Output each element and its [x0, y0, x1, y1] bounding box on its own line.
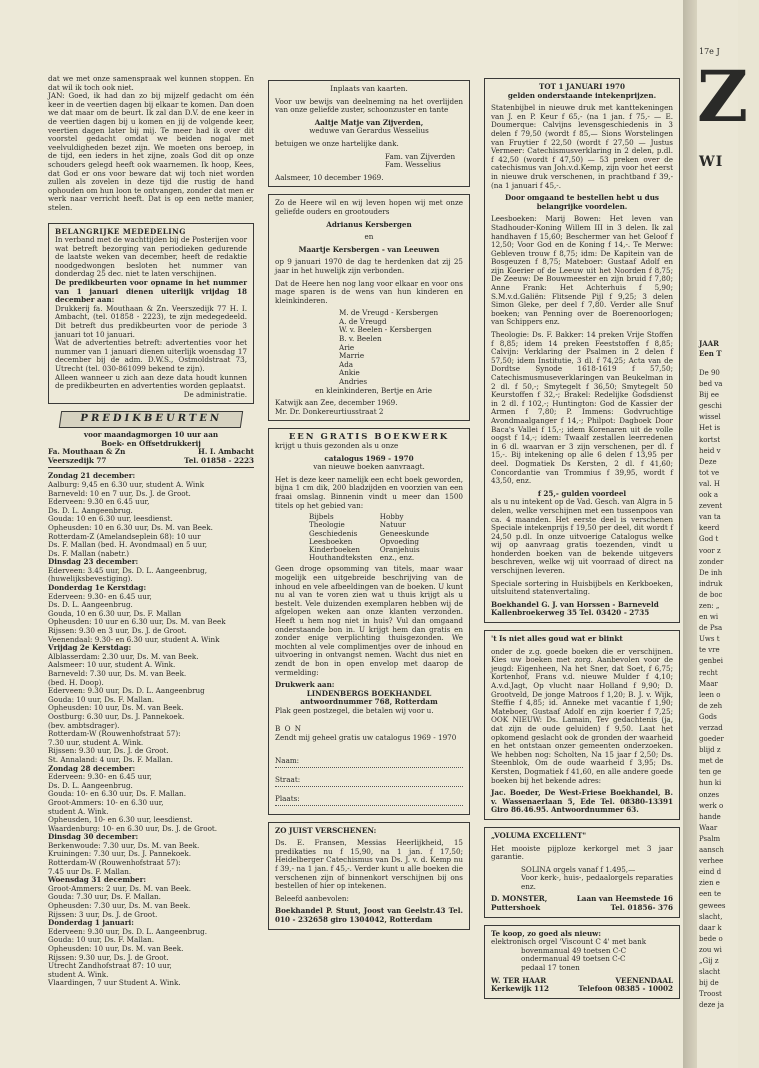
schedule-line: Rijssen: 3 uur, Ds. J. de Groot. [48, 909, 158, 919]
schedule-line: Rotterdam-W (Rouwenhofstraat 57): [48, 729, 181, 739]
gratis-shop2: antwoordnummer 768, Rotterdam [300, 697, 438, 707]
category-item: enz., enz. [379, 553, 415, 563]
schedule-line: Opheusden: 10 uur en 6.30 uur, Ds. M. van Beek [48, 617, 226, 627]
page2-line: zonder [699, 557, 724, 566]
mededeling-text: Alleen wanneer u zich aan deze data houdt kunnen de predikbeurten en advertenties worden geplaatst. [55, 372, 247, 391]
category-item: Leesboeken [309, 536, 353, 546]
page2-line: zevent [699, 502, 723, 511]
page2-line: voor z [699, 546, 721, 555]
page2-line: Gods [699, 712, 717, 721]
schedule-line: 7.30 uur, student A. Wink. [48, 737, 144, 747]
bon-title: B O N [275, 724, 303, 734]
schedule-line: Opheusden: 10 uur, Ds. M. van Beek. [48, 703, 184, 713]
gold-shop: Jac. Boeder, De West-Friese Boekhandel, B. v. Wassenaerlaan 5, Ede Tel. 08380-13391 Giro 86.46.95. Antwoordnummer 63. [491, 788, 673, 815]
schedule-line: Ds. F. Mallan (bed. H. Avondmaal) en 5 uur, [48, 540, 208, 550]
schedule-line: Ederveen: 9.30 en 6.45 uur, [48, 497, 150, 507]
jubilee-notice [268, 194, 470, 421]
schedule-day: Donderdag 1e Kerstdag: [48, 583, 147, 593]
tot-order: Door omgaand te bestellen hebt u dus belangrijke voordelen. [505, 193, 659, 211]
category-item: Kinderboeken [309, 544, 361, 554]
schedule-line: Groot-Ammers: 10- en 6.30 uur, [48, 797, 164, 807]
tot-voordeel: f 25,- gulden voordeel [537, 488, 627, 498]
gold-text: onder de z.g. goede boeken die er verschijnen. Kies uw boeken met zorg. Aanbevolen voor de jeugd: Eigenheen, Na het Sner, dat Soet, f 6,75; Kortenhof, Frans v.d. nieuwe Mulder f 4,10; A.v.d.Jagt, Op vlucht naar Holland f 9,90; D. Grootveld, De jonge Matroos f 1,20; B. J. v. Wijk, Steffie f 4,85; id. Anneke met vacantie f 1,90; Mateboer, Gustaaf Adolf en zijn koerier f 7,25; OOK NIEUW: Ds. Lamain, Tev gedachtenis (ja, dat zijn de oude geluiden) f 9,50. Laat het opkomend geslacht ook de gronden der waarheid en het ontstaan onzer gemeenten onderzoeken. We hebben nog: Scholten, Na 15 jaar f 2,50; Ds. Steenblok, Om de oude waarheid f 3,95; Ds. Kersten, Dogmatiek f 41,60, en alle andere goede boeken bij het bekende adres: [491, 646, 673, 785]
page2-line: werk o [699, 801, 724, 810]
schedule-list [48, 472, 254, 988]
gratis-body: Geen droge opsomming van titels, maar waar mogelijk een uitgebreide beschrijving van de inhoud en vele afbeeldingen van de boeken. U kunt nu al van te voren zien wat u thuis krijgt als u bestelt. Vele duizenden exemplaren hebben wij de afgelopen weken aan onze klanten verzonden. Heeft u hem nog niet in huis? Vul dan omgaand onderstaande bon in. U krijgt hem dan gratis en zonder enige verplichting thuisgezonden. We mochten al vele complimentjes over de inhoud en uitvoering in ontvangst nemen. Wacht dus niet en zendt de bon in open envelop met daarop de vermelding: [275, 564, 463, 677]
page2-line: eind d [699, 868, 722, 877]
jubilee-intro: Zo de Heere wil en wij leven hopen wij met onze geliefde ouders en grootouders [275, 198, 463, 216]
page2-line: leen o [699, 690, 721, 699]
jubilee-family-member: B. v. Beelen [339, 334, 382, 344]
schedule-line: Ederveen: 9.30- en 6.45 uur, [48, 591, 152, 601]
page2-line: Deze [699, 457, 717, 466]
jubilee-family-member: W. v. Beelen - Kersbergen [339, 325, 432, 335]
schedule-line: Gouda: 10 uur, Ds. F. Mallan. [48, 694, 155, 704]
banner-sub: voor maandagmorgen 10 uur aan [83, 429, 219, 439]
jubilee-address: Mr. Dr. Donkereurtiusstraat 2 [275, 406, 384, 416]
page2-line: verhee [699, 857, 724, 866]
column-right [484, 78, 680, 1006]
notice-family: Fam. van Zijverden [385, 151, 456, 161]
page2-line: De 90 [699, 369, 720, 377]
jubilee-family-member: A. de Vreugd [339, 316, 387, 326]
page2-line: de zeh [699, 701, 723, 710]
schedule-line: Veenendaal: 9.30- en 6.30 uur, student A. Wink [48, 634, 220, 644]
page2-line: te vre [699, 646, 720, 655]
page2-line: kortst [699, 435, 721, 444]
page2-masthead: Z [697, 55, 749, 138]
page2-line: zien e [699, 879, 720, 888]
page2-line: de Psa [699, 624, 723, 633]
mededeling-text: In verband met de wachttijden bij de Posterijen voor wat betreft bezorging van periodieken gedurende de laatste weken van december, heeft de redaktie noodgedwongen besloten het nummer van donderdag 25 dec. niet te laten verschijnen. [55, 235, 247, 279]
thanks-notice [268, 80, 470, 187]
page2-line: God t [699, 535, 719, 544]
schedule-line: student A. Wink. [48, 806, 109, 816]
page2-line: indruk [699, 579, 723, 588]
category-item: Oranjehuis [379, 544, 420, 554]
zojuist-title: ZO JUIST VERSCHENEN: [275, 825, 377, 835]
schedule-line: Barneveld: 10 en 7 uur, Ds. J. de Groot. [48, 488, 191, 498]
schedule-day: Zondag 21 december: [48, 471, 136, 481]
page2-line: De inh [699, 568, 723, 577]
notice-thanks: betuigen we onze hartelijke dank. [275, 138, 399, 148]
notice-text: Voor uw bewijs van deelneming na het overlijden van onze geliefde zuster, schoonzuster en tante [275, 96, 463, 115]
schedule-line: Ederveen: 3.45 uur, Ds. D. L. Aangeenbrug, [48, 565, 208, 575]
next-page-edge [697, 0, 749, 1068]
page2-line: bij de [699, 979, 719, 988]
jubilee-family-member: Ankie [339, 368, 360, 378]
page2-line: zou wi [699, 945, 722, 954]
category-item: Bijbels [309, 512, 334, 522]
schedule-day: Vrijdag 2e Kerstdag: [48, 643, 132, 653]
page2-line: onzes [699, 790, 720, 799]
page2-line: Troost [699, 990, 722, 999]
tot-sub: gelden onderstaande intekenprijzen. [507, 90, 657, 100]
sale-name: W. TER HAAR [491, 975, 547, 985]
voluma-address: Laan van Heemstede 16 [576, 894, 673, 904]
bon-text: Zendt mij geheel gratis uw catalogus 1969 - 1970 [275, 733, 457, 743]
tot-theologie: Theologie: Ds. F. Bakker: 14 preken Vrije Stoffen f 8,85; idem 14 preken Feeststoffen f 8,85; Calvijn: Verklaring der Psalmen in 2 delen f 57,50; idem Institutie, 3 dl. f 74,25; Acta van de Dordtse Synode 1618-1619 f 57,50; Catechismusmuseverklaringen van Beukelman in 2 dl. f 50,-; Smytegelt f 36,50; Smytegelt 50 Keurstoffen f 32,-; Brakel: Redelijke Godsdienst in 2 dl. f 102,-; Huntington: God de Kassier der Armen f 7,80; P. Immens: Godvruchtige Avondmaalganger f 14,-; Philpot: Dagboek Door Baca's Vallei f 15,-; idem Korenaren uit de volle oogst f 14,-; idem: Twaalf zestallen leerredenen in 6 dl. waarvan er 3 zijn verschenen, per dl. f 15,-. Bij intekening op alle 6 delen f 13,95 per deel. Dogmatiek Ds Kersten, 2 dl. f 41,60; Concordantie van Trommius f 39,95, wordt f 43,50, enz. [491, 330, 673, 486]
page2-line: tot ve [699, 468, 720, 477]
page2-line: van ta [699, 513, 721, 522]
sale-phone: Telefoon 08385 - 10002 [578, 984, 673, 994]
page2-line: ook a [699, 491, 719, 500]
page2-line: Maar [699, 679, 718, 688]
sale-spec: ondermanual 49 toetsen C-C [521, 954, 626, 964]
intro-paragraph: dat we met onze samenspraak wel kunnen stoppen. En dat wil ik toch ook niet. [48, 74, 254, 92]
page2-jaar: JAAR [699, 339, 719, 348]
page2-line: Psalm [699, 834, 721, 843]
category-item: Theologie [309, 520, 345, 530]
page2-line: de boc [699, 590, 723, 599]
schedule-line: Ds. D. L. Aangeenbrug. [48, 600, 133, 610]
jubilee-family-list [275, 309, 463, 386]
bon-field-name[interactable]: Naam: [275, 753, 463, 768]
schedule-line: 7.45 uur Ds. F. Mallan. [48, 866, 132, 876]
page2-line: Het is [699, 424, 721, 433]
schedule-day: Woensdag 31 december: [48, 875, 147, 885]
intro-paragraph: JAN: Goed, ik had dan zo bij mijzelf gedacht om één keer in de veertien dagen bij elkaar te komen. Dan doen we dat maar om de beurt. Ik zal dan D.V. de ene keer in de veertien dagen bij u komen en jij de volgende keer, veertien dagen later bij mij. Te meer had ik over dit voorstel gedacht omdat we beiden nogal met veelvuldigheden bezet zijn. We moeten ons beroep, in de tijd, een ieders in het zijne, zoals God dit op onze schouders gelegd heeft ook waarnemen. Ik hoop, Kees, dat God er ons voor beware dat wij toch niet worden zullen als zovelen in deze tijd die rustig de hand ophouden om hun loon te ontvangen, zonder dat men er werk naar verricht heeft. Dat is op een nette manier, stelen. [48, 91, 254, 212]
sale-spec: bovenmanual 49 toetsen C-C [521, 945, 627, 955]
schedule-line: Kruiningen: 7.30 uur, Ds. J. Pannekoek. [48, 849, 192, 859]
tot-januari-ad [484, 78, 680, 623]
page2-line: aansch [699, 846, 724, 855]
zojuist-text: Ds. E. Fransen, Messias Heerlijkheid, 15 predikaties nu f 15,90, na 1 jan. f 17,50; Heidelberger Catechismus van Ds. J. v. d. Kemp nu f 39,- na 1 jan. f 45,-. Verder kunt u alle boeken die verschenen zijn of binnenkort verschijnen bij ons bestellen of hier op intekenen. [275, 838, 463, 891]
jubilee-and: en [364, 232, 374, 242]
category-item: Natuur [379, 520, 406, 530]
page2-header: 17e J [699, 47, 720, 56]
page2-text [699, 368, 759, 1011]
page2-line: verzad [699, 724, 723, 732]
schedule-line: Barneveld: 7.30 uur, Ds. M. van Beek. [48, 669, 187, 678]
page2-line: hande [699, 812, 721, 821]
mededeling-signature: De administratie. [183, 389, 247, 399]
gratis-ad [268, 428, 470, 814]
tot-shop-addr: Kallenbroekerweg 35 Tel. 03420 - 2735 [491, 608, 650, 618]
schedule-line: Opheusden: 10 uur, Ds. M. van Beek. [48, 944, 184, 953]
sale-city: VEENENDAAL [615, 975, 673, 985]
page2-line: bed va [699, 380, 723, 389]
jubilee-family-member: M. de Vreugd - Kersbergen [339, 308, 439, 318]
schedule-line: Aalsmeer: 10 uur, student A. Wink. [48, 660, 176, 670]
schedule-line: Gouda: 10 en 6.30 uur, leesdienst. [48, 514, 173, 524]
category-item: Opvoeding [379, 536, 419, 546]
schedule-line: Rotterdam-Z (Amelandseplein 68): 10 uur [48, 531, 201, 541]
schedule-line: Groot-Ammers: 2 uur, Ds. M. van Beek. [48, 883, 192, 893]
bon-field-city[interactable]: Plaats: [275, 791, 463, 806]
page2-line: slacht, [699, 912, 723, 921]
schedule-line: Rotterdam-W (Rouwenhofstraat 57): [48, 858, 181, 868]
schedule-line: Rijssen: 9.30 uur, Ds. J. de Groot. [48, 952, 169, 962]
page2-line: en wi [699, 613, 719, 622]
category-list [275, 513, 463, 562]
page2-line: recht [699, 668, 718, 677]
printer-name: Fa. Mouthaan & Zn [48, 447, 126, 457]
voluma-solina2: Voor kerk-, huis-, pedaalorgels reparaties enz. [521, 873, 673, 891]
gratis-drukwerk: Drukwerk aan: [275, 680, 335, 690]
page2-line: blijd z [699, 746, 721, 755]
schedule-line: Opheusden: 7.30 uur, Ds. M. van Beek. [48, 901, 191, 911]
printer-phone: Tel. 01858 - 2223 [184, 455, 254, 465]
jubilee-text: op 9 januari 1970 de dag te herdenken dat zij 25 jaar in het huwelijk zijn verbonden. [275, 257, 463, 275]
jubilee-name: Adrianus Kersbergen [326, 219, 412, 229]
page2-line: met de [699, 757, 724, 766]
schedule-line: Utrecht Zandhofstraat 87: 10 uur, [48, 961, 172, 971]
page2-line: zen: „ [699, 601, 720, 610]
page2-een: Een T [699, 349, 722, 358]
page2-line: heid v [699, 446, 721, 455]
voluma-city: Puttershoek [491, 903, 541, 913]
jubilee-place: Katwijk aan Zee, december 1969. [275, 398, 398, 408]
banner-sub: Boek- en Offsetdrukkerij [101, 438, 201, 448]
voluma-phone: Tel. 01856- 376 [610, 903, 673, 913]
schedule-line: Alblasserdam: 2.30 uur, Ds. M. van Beek. [48, 651, 199, 661]
zojuist-ad [268, 822, 470, 930]
schedule-line: Ederveen: 9.30 uur, Ds. D. L. Aangeenbrug. [48, 926, 208, 936]
jubilee-name: Maartje Kersbergen - van Leeuwen [298, 244, 440, 254]
category-item: Geneeskunde [379, 528, 429, 538]
page2-line: wissel [699, 413, 721, 422]
voluma-name: D. MONSTER, [491, 894, 548, 904]
page2-line: deze ja [699, 1001, 725, 1010]
gold-title: 't Is niet alles goud wat er blinkt [491, 634, 623, 644]
page2-line: geschi [699, 402, 722, 411]
page2-line: Waar [699, 823, 718, 832]
page2-line: gewees [699, 901, 726, 910]
schedule-line: Opheusden: 10 en 6.30 uur, Ds. M. van Beek. [48, 522, 213, 532]
tot-shop: Boekhandel G. J. van Horssen - Barneveld [491, 599, 659, 609]
sale-spec: pedaal 17 tonen [521, 963, 580, 973]
notice-name2: weduwe van Gerardus Wesselius [309, 126, 429, 136]
schedule-line: Rijssen: 9.30 en 3 uur, Ds. J. de Groot. [48, 626, 187, 636]
notice-family: Fam. Wesselius [385, 160, 441, 170]
schedule-day: Zondag 28 december: [48, 763, 136, 773]
jubilee-family-member: Marrie [339, 351, 365, 361]
gold-ad [484, 630, 680, 820]
mededeling-title: BELANGRIJKE MEDEDELING [55, 226, 186, 236]
schedule-line: Aalburg: 9,45 en 6.30 uur, student A. Wink [48, 479, 205, 489]
schedule-line: (bed. H. Doop). [48, 677, 104, 687]
page2-line: genbei [699, 657, 723, 666]
tot-text: Statenbijbel in nieuwe druk met kanttekeningen van J. en P. Keur f 65,- (na 1 jan. f 75,- — E. Doumerque: Calvijns levensgeschiedenis in 3 delen f 79,50 (wordt f 85,— Sions Worstelingen van Fruytier f 22,50 (wordt f 27,50 — Justus Vermeer: Catechismusverklaring in 2 delen, p.dl. f 42,50 (wordt f 47,50) — 53 preken over de catechismus van Joh.v.d.Kemp, zijn voor het eerst in nieuwe druk verschenen, in prachtband f 39,- (na 1 januari f 45,-. [491, 103, 673, 190]
gratis-stamp-note: Plak geen postzegel, die betalen wij voor u. [275, 705, 434, 715]
category-item: Geschiedenis [309, 528, 358, 538]
gratis-shop: LINDENBERGS BOEKHANDEL [306, 688, 432, 698]
sale-address: Kerkewijk 112 [491, 984, 550, 994]
schedule-line: Ederveen: 9.30 uur, Ds. D. L. Aangeenbrug [48, 686, 205, 696]
printer-city: H. I. Ambacht [198, 447, 254, 457]
page2-line: bede o [699, 934, 723, 943]
gratis-catalog2: van nieuwe boeken aanvraagt. [313, 462, 425, 472]
notice-title: Inplaats van kaarten. [330, 84, 408, 93]
schedule-line: Ds. D. L. Aangeenbrug. [48, 780, 133, 790]
category-item: Hobby [379, 512, 404, 522]
page-gutter [683, 0, 697, 1068]
schedule-line: student A. Wink. [48, 969, 109, 979]
tot-title: TOT 1 JANUARI 1970 [539, 82, 625, 91]
schedule-line: Ds. D. L. Aangeenbrug. [48, 505, 133, 515]
schedule-line: Ederveen: 9.30- en 6.45 uur, [48, 772, 152, 782]
schedule-line: Gouda: 7.30 uur, Ds. F. Mallan. [48, 892, 161, 902]
schedule-day: Donderdag 1 januari: [48, 918, 134, 928]
printer-address: Veerszedijk 77 [48, 455, 107, 465]
schedule-line: Vlaardingen, 7 uur Student A. Wink. [48, 978, 181, 988]
schedule-line: Waardenburg: 10- en 6.30 uur, Ds. J. de Groot. [48, 823, 218, 833]
mededeling-text: Wat de advertenties betreft: advertenties voor het nummer van 1 januari dienen uiterlijk woensdag 17 december bij de adm. D.W.S., Ostmoldstraat 73, Utrecht (tel. 030-861099 bekend te zijn). [55, 338, 247, 373]
column-middle [268, 80, 470, 937]
column-left [48, 75, 254, 988]
voluma-solina: SOLINA orgels vanaf f 1.495,— [521, 864, 636, 874]
schedule-day: Dinsdag 30 december: [48, 832, 139, 842]
notice-date: Aalsmeer, 10 december 1969. [275, 172, 384, 182]
jubilee-family-end: en kleinkinderen, Bertje en Arie [315, 385, 433, 395]
schedule-line: Rijssen: 9.30 uur, Ds. J. de Groot. [48, 746, 169, 756]
page2-line: Bij ee [699, 391, 720, 400]
sale-text: elektronisch orgel 'Viscount C 4' met bank [491, 937, 647, 947]
gratis-title: EEN GRATIS BOEKWERK [288, 432, 450, 443]
zojuist-shop: Boekhandel P. Stuut, Joost van Geelstr.43 Tel. 010 - 232658 giro 1304042, Rotterdam [275, 906, 463, 924]
zojuist-text2: Beleefd aanbevolen: [275, 893, 349, 903]
jubilee-family-member: Arie [339, 342, 355, 352]
page2-line: keerd [699, 524, 720, 533]
tot-sortering: Speciale sortering in Huisbijbels en Kerkboeken, uitsluitend statenvertaling. [491, 578, 673, 597]
gratis-catalog: catalogus 1969 - 1970 [324, 453, 414, 463]
page2-line: goeder [699, 735, 724, 744]
notice-name: Aaltje Matje van Zijverden, [314, 117, 424, 127]
page2-line: slacht [699, 968, 721, 977]
jubilee-text: Dat de Heere hen nog lang voor elkaar en voor ons mage sparen is de wens van hun kinderen en kleinkinderen. [275, 278, 463, 305]
schedule-line: Gouda, 10 en 6.30 uur, Ds. F. Mallan [48, 608, 182, 618]
schedule-line: Opheusden, 10- en 6.30 uur, leesdienst. [48, 815, 193, 825]
bon-form [275, 753, 463, 806]
schedule-line: St. Annaland: 4 uur, Ds. F. Mallan. [48, 754, 173, 764]
schedule-line: Berkenwoude: 7.30 uur, Ds. M. van Beek. [48, 840, 200, 850]
gratis-sub: krijgt u thuis gezonden als u onze [275, 441, 399, 450]
tot-leesboeken: Leesboeken: Marij Bowen: Het leven van Stadhouder-Koning Willem III in 3 delen. Ik zal handhaven f 15,60; Beschermer van het Geloof f 12,50; Voor God en de Koning f 14,-. Te Merwe: Gebleven trouw f 8,75; idm: De Kapitein van de Bosgeuzen f 8,75; Mateboer: Gustaaf Adolf en zijn Koerier of de Leeuw uit het Noorden f 8,75; De Zeeuw: De Bouwmeester en zijn bruid f 7,80; Anne Frank: Het Achterhuis f 5,90; S.M.v.d.Galiën: Flitsende Pijl f 9,25; 3 delen Simon Gleke, per deel f 7,80. Verder alle Snuf boeken; van Penning over de Boerenoorlogen; van Schippers enz. [491, 214, 673, 327]
organ-sale-ad [484, 925, 680, 999]
page2-line: een te [699, 890, 721, 899]
page2-line: ten ge [699, 768, 722, 777]
schedule-line: (huwelijksbevestiging). [48, 574, 133, 584]
jubilee-family-member: Ada [339, 359, 354, 369]
voluma-title: „VOLUMA EXCELLENT" [491, 830, 587, 840]
page2-line: „Gij z [699, 956, 719, 965]
voluma-text: Het mooiste pijploze kerkorgel met 3 jaar garantie. [491, 843, 673, 862]
page2-line: daar k [699, 923, 722, 932]
page2-masthead2: WI [699, 154, 724, 170]
tot-voordeel-text: als u nu intekent op de Vad. Gesch. van Algra in 5 delen, welke verschijnen met een tussenpoos van ca. 4 maanden. Het eerste deel is verschenen Speciale intekenprijs f 19,50 per deel, dit wordt f 24,50 p.dl. In onze uitvoerige Catalogus welke wij op aanvraag gratis toezenden, vindt u honderden boeken van de bekende uitgevers beschreven, welke wij uit voorraad of direct na verschijnen leveren. [491, 497, 673, 576]
gratis-text: Het is deze keer namelijk een echt boek geworden, bijna 1 cm dik, 200 bladzijden en voorzien van een fraai omslag. Binnenin vindt u meer dan 1500 titels op het gebied van: [275, 474, 463, 510]
predikbeurten-banner: PREDIKBEURTEN [59, 411, 243, 428]
mededeling-text: Drukkerij fa. Mouthaan & Zn. Veerszedijk 77 H. I. Ambacht, (tel. 01858 - 2223), te zijn medegedeeld. Dit betreft dus predikbeurten voor de periode 3 januari tot 10 januari. [55, 303, 247, 339]
schedule-line: (bev. ambtsdrager). [48, 720, 120, 730]
predikbeurten-header [48, 411, 254, 468]
mededeling-text: De predikbeurten voor opname in het nummer van 1 januari dienen uiterlijk vrijdag 18 december aan: [55, 278, 247, 305]
bon-field-street[interactable]: Straat: [275, 772, 463, 787]
page2-line: Uws t [699, 635, 720, 644]
page2-line: hun ki [699, 779, 722, 788]
page2-line: val. H [699, 479, 720, 488]
schedule-day: Dinsdag 23 december: [48, 557, 139, 567]
voluma-ad [484, 827, 680, 918]
schedule-line: Ds. F. Mallan (nabetr.) [48, 548, 130, 558]
schedule-line: Gouda: 10- en 6.30 uur, Ds. F. Mallan. [48, 789, 186, 799]
schedule-line: Gouda: 10 uur, Ds. F. Mallan. [48, 935, 155, 945]
sale-title: Te koop, zo goed als nieuw: [491, 928, 602, 938]
category-item: Houthandteksten [309, 553, 373, 563]
schedule-line: Oostburg: 6.30 uur, Ds. J. Pannekoek. [48, 711, 185, 721]
mededeling-box [48, 223, 254, 405]
jubilee-family-member: Andries [339, 377, 368, 387]
